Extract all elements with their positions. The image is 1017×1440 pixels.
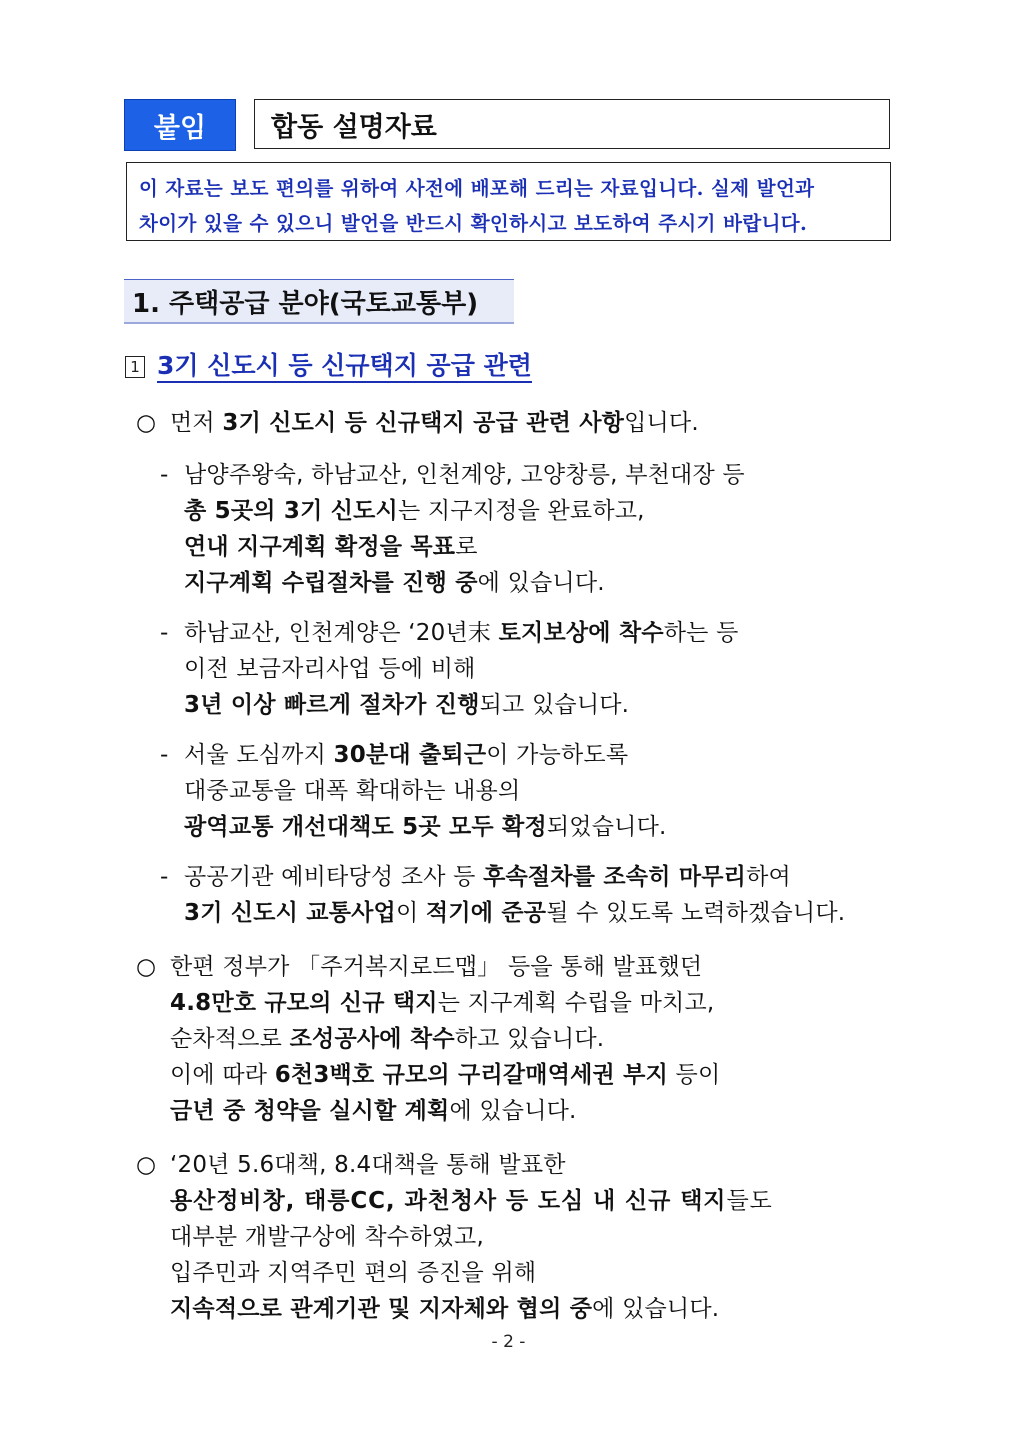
bold-text: 3기 신도시 교통사업 <box>184 900 396 926</box>
text: 에 있습니다. <box>592 1296 720 1322</box>
paragraph-line <box>160 862 791 892</box>
paragraph-line <box>170 988 714 1018</box>
paragraph-line <box>184 532 478 562</box>
bold-text: 3기 신도시 등 신규택지 공급 관련 사항 <box>222 410 625 436</box>
text: 들도 <box>726 1188 773 1214</box>
paragraph-line <box>184 568 605 598</box>
text: 대부분 개발구상에 착수하였고, <box>170 1224 484 1250</box>
bold-text: 후속절차를 조속히 마무리 <box>483 864 747 890</box>
bold-text: 30분대 출퇴근 <box>333 742 487 768</box>
text: 대중교통을 대폭 확대하는 내용의 <box>184 778 521 804</box>
attachment-badge: 붙임 <box>124 99 236 151</box>
text: 순차적으로 <box>170 1026 290 1052</box>
bullet-circle: ○ <box>136 410 157 436</box>
text: 에 있습니다. <box>449 1098 577 1124</box>
paragraph-line <box>170 1024 604 1054</box>
text: 입주민과 지역주민 편의 증진을 위해 <box>170 1260 537 1286</box>
dash-marker: - <box>160 462 169 488</box>
paragraph-line <box>170 1186 773 1216</box>
text: 한편 정부가 「주거복지로드맵」 등을 통해 발표했던 <box>170 954 703 980</box>
text: 공공기관 예비타당성 조사 등 <box>184 864 484 890</box>
text: 는 지구지정을 완료하고, <box>397 498 645 524</box>
bold-text: 지속적으로 관계기관 및 지자체와 협의 중 <box>170 1296 593 1322</box>
bold-text: 적기에 준공 <box>425 900 547 926</box>
text: 될 수 있도록 노력하겠습니다. <box>546 900 846 926</box>
text: 입니다. <box>624 410 699 436</box>
document-title: 합동 설명자료 <box>254 99 890 149</box>
text: 남양주왕숙, 하남교산, 인천계양, 고양창릉, 부천대장 등 <box>184 462 745 488</box>
text: 이전 보금자리사업 등에 비해 <box>184 656 476 682</box>
paragraph-line <box>184 654 476 684</box>
paragraph-line <box>170 1294 719 1324</box>
notice-line-1: 이 자료는 보도 편의를 위하여 사전에 배포해 드리는 자료입니다. 실제 발언과 <box>139 177 815 200</box>
paragraph-line <box>184 690 629 720</box>
text: 는 지구계획 수립을 마치고, <box>437 990 715 1016</box>
text: 에 있습니다. <box>477 570 605 596</box>
paragraph-line <box>170 1096 577 1126</box>
paragraph-line <box>170 1258 536 1288</box>
subheading-text: 3기 신도시 등 신규택지 공급 관련 <box>157 351 532 383</box>
paragraph-line <box>184 496 645 526</box>
text: 이에 따라 <box>170 1062 275 1088</box>
paragraph-line <box>136 408 699 438</box>
bold-text: 토지보상에 착수 <box>498 620 664 646</box>
bold-text: 조성공사에 착수 <box>289 1026 455 1052</box>
bold-text: 연내 지구계획 확정을 목표 <box>184 534 456 560</box>
text: 하는 등 <box>663 620 739 646</box>
paragraph-line <box>184 898 845 928</box>
paragraph-line <box>136 952 702 982</box>
paragraph-line <box>170 1222 484 1252</box>
paragraph-line <box>160 740 628 770</box>
paragraph-line <box>184 812 667 842</box>
dash-marker: - <box>160 620 169 646</box>
dash-marker: - <box>160 742 169 768</box>
bold-text: 용산정비창, 태릉CC, 과천청사 등 도심 내 신규 택지 <box>170 1188 727 1214</box>
text: 하여 <box>746 864 791 890</box>
bullet-circle: ○ <box>136 954 157 980</box>
text: 이 <box>395 900 426 926</box>
text: 이 가능하도록 <box>486 742 629 768</box>
text: 하남교산, 인천계양은 ‘20년末 <box>184 620 499 646</box>
text: ‘20년 5.6대책, 8.4대책을 통해 발표한 <box>170 1152 566 1178</box>
bold-text: 광역교통 개선대책도 5곳 모두 확정 <box>184 814 547 840</box>
text: 로 <box>455 534 478 560</box>
text: 등이 <box>668 1062 721 1088</box>
paragraph-line <box>184 776 520 806</box>
bold-text: 지구계획 수립절차를 진행 중 <box>184 570 478 596</box>
text: 되었습니다. <box>546 814 667 840</box>
bold-text: 4.8만호 규모의 신규 택지 <box>170 990 438 1016</box>
bullet-circle: ○ <box>136 1152 157 1178</box>
bold-text: 금년 중 청약을 실시할 계획 <box>170 1098 450 1124</box>
paragraph-line <box>160 460 745 490</box>
subheading <box>125 350 532 384</box>
bold-text: 3년 이상 빠르게 절차가 진행 <box>184 692 480 718</box>
subheading-number-box: 1 <box>125 356 145 378</box>
press-notice-box <box>126 162 891 241</box>
paragraph-line <box>170 1060 720 1090</box>
text: 먼저 <box>170 410 223 436</box>
paragraph-line <box>136 1150 566 1180</box>
text: 되고 있습니다. <box>479 692 630 718</box>
section-title: 1. 주택공급 분야(국토교통부) <box>124 279 514 324</box>
text: 하고 있습니다. <box>454 1026 605 1052</box>
page-number: - 2 - <box>491 1332 526 1352</box>
text: 서울 도심까지 <box>184 742 334 768</box>
dash-marker: - <box>160 864 169 890</box>
paragraph-line <box>160 618 739 648</box>
bold-text: 총 5곳의 3기 신도시 <box>184 498 398 524</box>
notice-line-2: 차이가 있을 수 있으니 발언을 반드시 확인하시고 보도하여 주시기 바랍니다. <box>139 212 808 235</box>
bold-text: 6천3백호 규모의 구리갈매역세권 부지 <box>274 1062 669 1088</box>
